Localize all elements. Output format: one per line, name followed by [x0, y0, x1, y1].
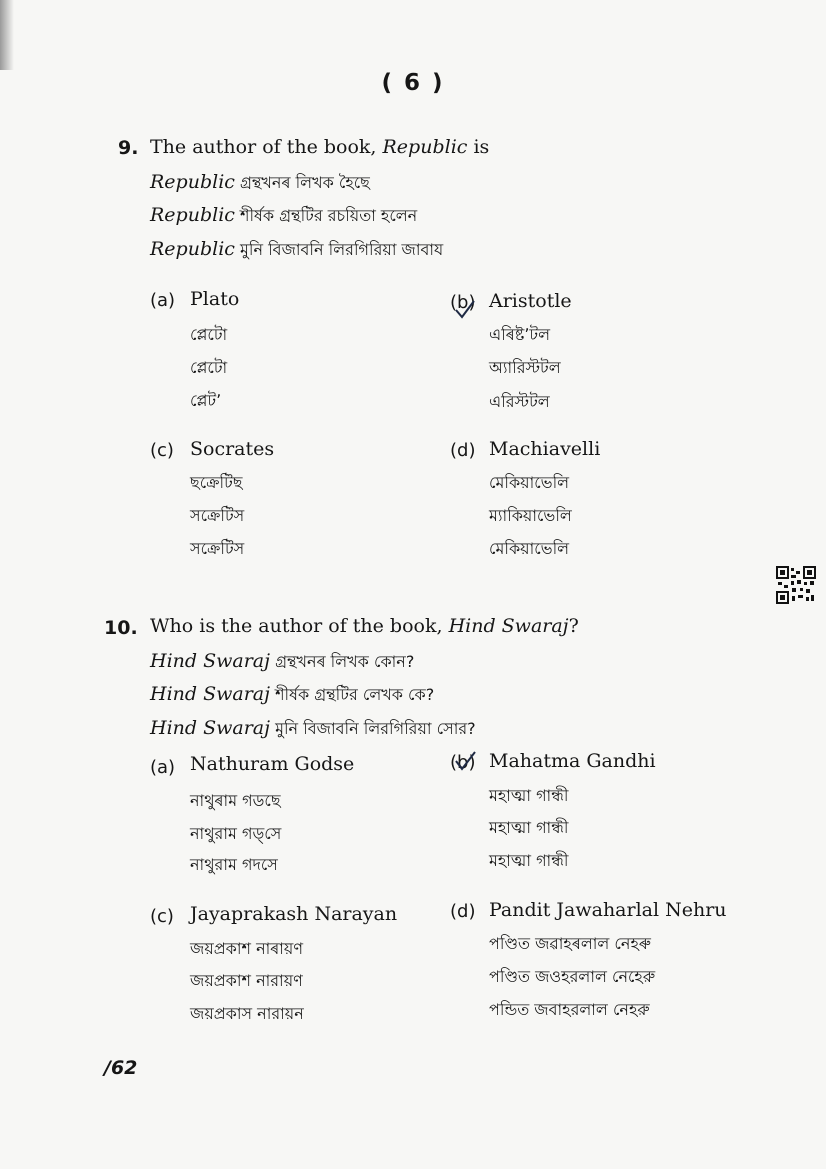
option-bodo: সক্রেটিস: [190, 539, 245, 558]
option-text: Machiavelli: [489, 438, 601, 460]
text-part: গ্ৰন্থখনৰ লিখক কোন?: [270, 652, 415, 671]
option-bengali: মহাত্মা গান্ধী: [489, 818, 569, 837]
option-letter: (b): [450, 292, 476, 313]
option-assamese: ছক্ৰেটিছ: [190, 473, 243, 492]
question-text-assamese: [150, 649, 414, 676]
option-assamese: পণ্ডিত জৱাহৰলাল নেহৰু: [489, 934, 651, 953]
option-assamese: মেকিয়াভেলি: [489, 473, 570, 492]
book-title: Hind Swaraj: [448, 615, 569, 637]
option-bengali: অ্যারিস্টটল: [489, 358, 561, 377]
option-letter: (d): [450, 901, 476, 922]
question-text-assamese: [150, 170, 370, 197]
option-text: Mahatma Gandhi: [489, 750, 656, 772]
option-text: Jayaprakash Narayan: [190, 903, 398, 925]
option-assamese: এৰিষ্টʼটল: [489, 325, 551, 344]
question-number: 9.: [118, 137, 139, 159]
qr-code-icon: [776, 566, 816, 604]
question-text-bodo: [150, 237, 443, 264]
option-assamese: জয়প্ৰকাশ নাৰায়ণ: [190, 939, 304, 958]
option-bengali: প্লেটো: [190, 358, 228, 377]
book-title: Hind Swaraj: [150, 683, 270, 705]
option-bengali: জয়প্রকাশ নারায়ণ: [190, 971, 303, 990]
text-part: is: [467, 136, 490, 158]
option-bodo: মহাত্মা গান্ধী: [489, 851, 569, 870]
option-bengali: পণ্ডিত জওহরলাল নেহেরু: [489, 967, 656, 986]
text-part: শীর্ষক গ্রন্থটির রচয়িতা হলেন: [234, 206, 418, 225]
book-title: Republic: [382, 136, 468, 158]
option-bengali: নাথুরাম গড্‌সে: [190, 824, 282, 843]
option-bodo: নাথুরাম গদসে: [190, 855, 278, 874]
text-part: গ্ৰন্থখনৰ লিখক হৈছে: [234, 173, 370, 192]
option-text: Plato: [190, 288, 240, 310]
book-title: Hind Swaraj: [150, 650, 270, 672]
text-part: শীর্ষক গ্রন্থটির লেখক কে?: [270, 685, 435, 704]
option-assamese: মহাত্মা গান্ধী: [489, 786, 569, 805]
book-title: Republic: [150, 238, 235, 260]
text-part: মুনি বিজাবনি লিরগিরিয়া সোর?: [270, 719, 476, 738]
option-letter: (d): [450, 440, 476, 461]
option-assamese: নাথুৰাম গডছে: [190, 791, 281, 810]
checkmark-icon: [454, 750, 476, 772]
book-title: Republic: [150, 204, 235, 226]
option-bodo: পন্ডিত জবাহরলাল নেহরু: [489, 1000, 650, 1019]
option-letter: (c): [150, 906, 174, 927]
text-part: ?: [568, 615, 579, 637]
text-part: The author of the book,: [150, 136, 383, 158]
page-edge-shadow: [0, 0, 14, 70]
text-part: মুনি বিজাবনি লিরগিরিয়া জাবায: [234, 240, 444, 259]
text-part: Who is the author of the book,: [150, 615, 449, 637]
question-number: 10.: [104, 617, 138, 639]
question-text-bengali: [150, 203, 417, 230]
option-bodo: এরিস্টটল: [489, 392, 550, 411]
option-letter: (c): [150, 440, 174, 461]
checkmark-icon: [454, 298, 476, 320]
paper-code: /62: [104, 1057, 138, 1079]
option-assamese: প্লেটো: [190, 325, 228, 344]
option-letter: (a): [150, 290, 176, 311]
book-title: Republic: [150, 171, 235, 193]
option-text: Socrates: [190, 438, 275, 460]
option-bodo: জয়প্রকাস নারায়ন: [190, 1004, 304, 1023]
option-text: Pandit Jawaharlal Nehru: [489, 899, 727, 921]
option-letter: (a): [150, 757, 176, 778]
option-text: Nathuram Godse: [190, 753, 355, 775]
question-text-bodo: [150, 716, 476, 743]
option-bodo: মেকিয়াভেলি: [489, 539, 570, 558]
option-bengali: ম্যাকিয়াভেলি: [489, 506, 572, 525]
question-text-english: [150, 615, 579, 637]
page-number: ( 6 ): [381, 70, 445, 96]
option-text: Aristotle: [489, 290, 572, 312]
option-bodo: প্লেটʼ: [190, 391, 222, 410]
question-text-bengali: [150, 682, 434, 709]
book-title: Hind Swaraj: [150, 717, 270, 739]
question-text-english: [150, 136, 489, 158]
option-letter: (b): [450, 752, 476, 773]
option-bengali: সক্রেটিস: [190, 506, 245, 525]
